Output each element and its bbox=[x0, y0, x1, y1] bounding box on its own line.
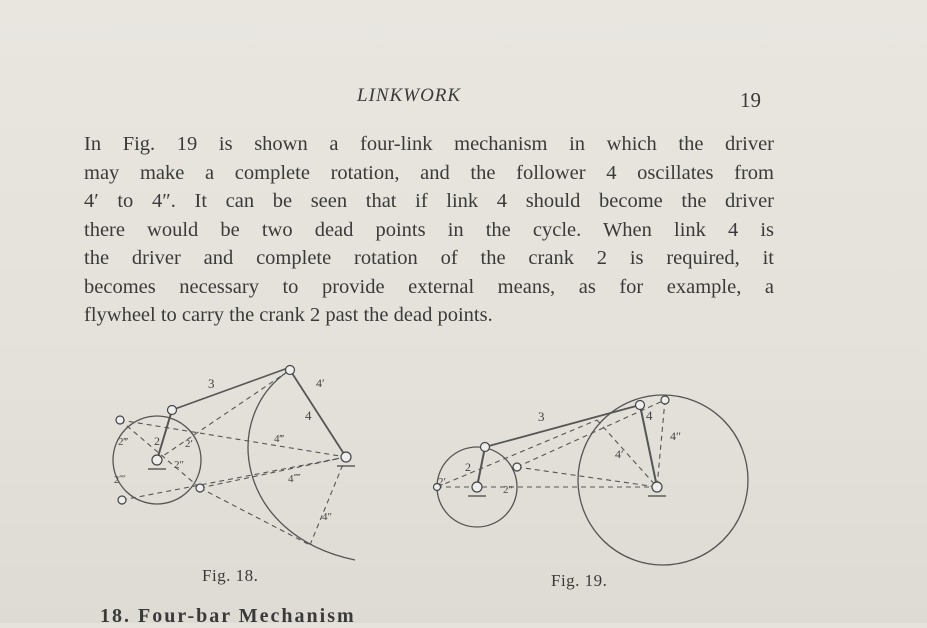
paragraph-line: becomes necessary to provide external means, as for example, a bbox=[84, 275, 774, 298]
coupler-link bbox=[172, 368, 288, 410]
paragraph-line: flywheel to carry the crank 2 past the dead points. bbox=[84, 304, 493, 326]
fig18-label: 2″ bbox=[174, 459, 185, 471]
paragraph-line: the driver and complete rotation of the crank 2 is required, it bbox=[84, 247, 774, 269]
fig19-label: 4′ bbox=[615, 447, 624, 461]
fig19-label: 4 bbox=[646, 408, 653, 423]
fig18-label: 4′ bbox=[316, 376, 325, 390]
fig18-label: 4 bbox=[305, 408, 312, 423]
fig18-label: 2 bbox=[154, 434, 160, 448]
fig18-caption: Fig. 18. bbox=[202, 566, 259, 585]
fig18-label: 4″ bbox=[322, 511, 333, 523]
fig19-label: 3 bbox=[538, 409, 545, 424]
paragraph-line: 4′ to 4″. It can be seen that if link 4 should become the driver bbox=[84, 190, 774, 212]
running-header: LINKWORK bbox=[357, 85, 462, 106]
page-number: 19 bbox=[740, 88, 761, 112]
fig18-label: 4⁗ bbox=[288, 473, 301, 485]
crank-link bbox=[477, 447, 485, 487]
fig18-label: 2‴ bbox=[118, 436, 129, 448]
fig19-label: 2′ bbox=[438, 476, 446, 488]
coupler-link bbox=[485, 405, 640, 447]
fig18-label: 3 bbox=[208, 376, 215, 391]
fig19-label: 4″ bbox=[670, 429, 681, 443]
cut-off-heading: 18. Four-bar Mechanism bbox=[100, 605, 356, 627]
paragraph-line: In Fig. 19 is shown a four-link mechanism in which the driver bbox=[84, 133, 774, 155]
figure-19-diagram bbox=[425, 385, 755, 575]
fig19-label: 2 bbox=[465, 460, 471, 474]
fig18-label: 4‴ bbox=[274, 433, 285, 445]
figure-18-diagram bbox=[100, 355, 370, 570]
fig19-caption: Fig. 19. bbox=[551, 571, 608, 590]
paragraph-line: may make a complete rotation, and the follower 4 oscillates from bbox=[84, 161, 774, 184]
fig18-label: 2⁗ bbox=[114, 475, 126, 486]
fig18-label: 2′ bbox=[185, 438, 193, 450]
body-paragraph bbox=[84, 130, 774, 330]
paragraph-line: there would be two dead points in the cycle. When link 4 is bbox=[84, 218, 774, 241]
fig19-label: 2″ bbox=[503, 484, 514, 496]
